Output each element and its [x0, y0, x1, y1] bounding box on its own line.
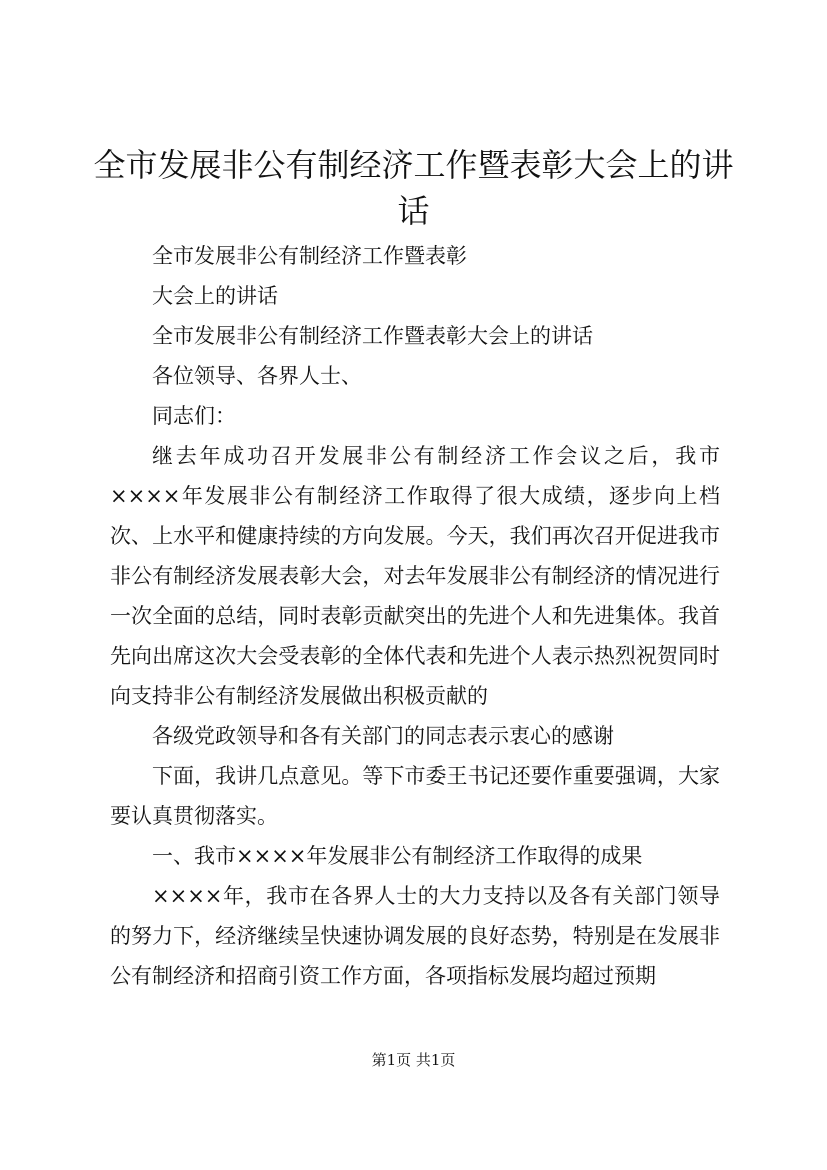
paragraph-remarks: 下面，我讲几点意见。等下市委王书记还要作重要强调，大家要认真贯彻落实。 — [110, 764, 720, 828]
paragraph-opening: 继去年成功召开发展非公有制经济工作会议之后，我市××××年发展非公有制经济工作取得了很大成绩，逐步向上档次、上水平和健康持续的方向发展。今天，我们再次召开促进我市非公有制经济发展表彰大会，对去年发展非公有制经济的情况进行一次全面的总结，同时表彰贡献突出的先进个人和先进集体。我首先向出席这次大会受表彰的全体代表和先进个人表示热烈祝贺同时向支持非公有制经济发展做出积极贡献的 — [110, 444, 720, 708]
paragraph-subtitle-2: 大会上的讲话 — [152, 284, 278, 308]
paragraph-achievements: ××××年，我市在各界人士的大力支持以及各有关部门领导的努力下，经济继续呈快速协调发展的良好态势，特别是在发展非公有制经济和招商引资工作方面，各项指标发展均超过预期 — [110, 884, 720, 988]
page-footer: 第1页 共1页 — [371, 1051, 456, 1069]
document-title — [0, 142, 827, 234]
document-body — [110, 236, 720, 996]
section-heading-1: 一、我市××××年发展非公有制经济工作取得的成果 — [152, 844, 643, 868]
paragraph-salutation-2: 同志们： — [152, 404, 236, 428]
paragraph-salutation: 各位领导、各界人士、 — [152, 364, 362, 388]
title-line-1: 全市发展非公有制经济工作暨表彰大会上的讲 — [93, 146, 734, 184]
paragraph-full-title: 全市发展非公有制经济工作暨表彰大会上的讲话 — [152, 324, 593, 348]
paragraph-subtitle-1: 全市发展非公有制经济工作暨表彰 — [152, 244, 467, 268]
title-line-2: 话 — [397, 192, 430, 230]
paragraph-thanks: 各级党政领导和各有关部门的同志表示衷心的感谢 — [152, 724, 614, 748]
